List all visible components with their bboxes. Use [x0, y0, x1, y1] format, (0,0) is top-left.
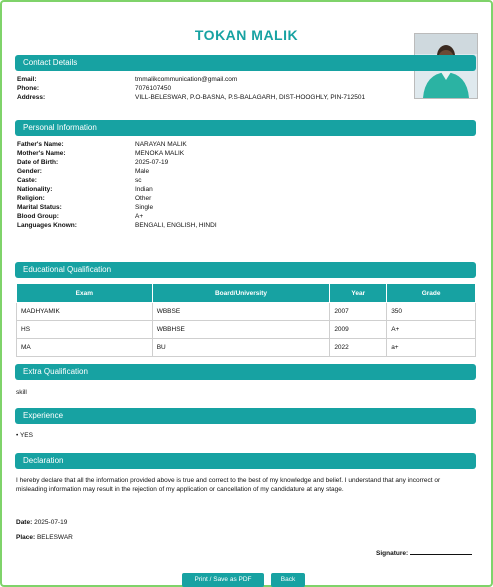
contact-phone-row — [17, 84, 365, 93]
table-row — [17, 303, 476, 321]
field-value: A+ — [135, 213, 144, 220]
table-cell: 350 — [387, 303, 476, 321]
education-table — [16, 283, 476, 357]
back-button[interactable]: Back — [271, 573, 305, 587]
personal-row — [17, 203, 217, 212]
field-label: Caste: — [17, 177, 37, 184]
section-header-declaration: Declaration — [15, 453, 476, 469]
table-cell: a+ — [387, 339, 476, 357]
personal-row — [17, 185, 217, 194]
place-label: Place: — [16, 534, 36, 541]
field-label: Languages Known: — [17, 222, 77, 229]
section-header-experience: Experience — [15, 408, 476, 424]
column-header-year: Year — [330, 284, 387, 303]
personal-row — [17, 176, 217, 185]
personal-row — [17, 194, 217, 203]
personal-row — [17, 158, 217, 167]
table-cell: WBBHSE — [152, 321, 330, 339]
signature-line — [410, 548, 472, 555]
field-label: Date of Birth: — [17, 159, 59, 166]
experience-text: • YES — [16, 432, 33, 439]
personal-row — [17, 140, 217, 149]
personal-row — [17, 212, 217, 221]
personal-row — [17, 221, 217, 230]
contact-details — [17, 75, 365, 102]
field-value: 2025-07-19 — [135, 159, 169, 166]
section-header-education: Educational Qualification — [15, 262, 476, 278]
field-value: Male — [135, 168, 150, 175]
field-value: Indian — [135, 186, 153, 193]
personal-row — [17, 149, 217, 158]
field-label: Phone: — [17, 85, 40, 92]
field-label: Mother's Name: — [17, 150, 66, 157]
field-label: Address: — [17, 94, 46, 101]
table-cell: MA — [17, 339, 153, 357]
signature-field — [376, 548, 472, 559]
column-header-exam: Exam — [17, 284, 153, 303]
field-value: VILL-BELESWAR, P.O-BASNA, P.S-BALAGARH, DIST-HOOGHLY, PIN-712501 — [135, 94, 366, 101]
table-cell: HS — [17, 321, 153, 339]
candidate-name: TOKAN MALIK — [194, 27, 299, 43]
date-label: Date: — [16, 519, 33, 526]
field-value: Other — [135, 195, 152, 202]
personal-information — [17, 140, 217, 230]
table-cell: WBBSE — [152, 303, 330, 321]
field-value: MENOKA MALIK — [135, 150, 185, 157]
table-cell: BU — [152, 339, 330, 357]
field-value: tmmalikcommunication@gmail.com — [135, 76, 238, 83]
table-cell: MADHYAMIK — [17, 303, 153, 321]
table-cell: 2007 — [330, 303, 387, 321]
date-value: 2025-07-19 — [34, 519, 68, 526]
field-label: Father's Name: — [17, 141, 64, 148]
field-label: Blood Group: — [17, 213, 59, 220]
field-label: Religion: — [17, 195, 45, 202]
table-header-row — [17, 284, 476, 303]
declaration-date — [16, 519, 67, 528]
signature-label: Signature: — [376, 550, 409, 557]
section-header-personal: Personal Information — [15, 120, 476, 136]
column-header-board: Board/University — [152, 284, 330, 303]
field-label: Gender: — [17, 168, 42, 175]
table-cell: A+ — [387, 321, 476, 339]
place-value: BELESWAR — [36, 534, 73, 541]
contact-email-row — [17, 75, 365, 84]
table-cell: 2009 — [330, 321, 387, 339]
print-save-pdf-button[interactable]: Print / Save as PDF — [182, 573, 264, 587]
field-label: Nationality: — [17, 186, 53, 193]
extra-qualification-text: skill — [16, 389, 27, 396]
field-label: Email: — [17, 76, 37, 83]
column-header-grade: Grade — [387, 284, 476, 303]
field-value: 7076107450 — [135, 85, 172, 92]
table-row — [17, 321, 476, 339]
contact-address-row — [17, 93, 365, 102]
field-value: BENGALI, ENGLISH, HINDI — [135, 222, 217, 229]
field-value: Single — [135, 204, 154, 211]
field-value: sc — [135, 177, 142, 184]
field-label: Marital Status: — [17, 204, 62, 211]
section-header-extra: Extra Qualification — [15, 364, 476, 380]
table-row — [17, 339, 476, 357]
declaration-place — [16, 534, 73, 543]
personal-row — [17, 167, 217, 176]
field-value: NARAYAN MALIK — [135, 141, 187, 148]
table-cell: 2022 — [330, 339, 387, 357]
declaration-text: I hereby declare that all the information provided above is true and correct to the best of my knowledge and belief. I understand that any incorrect or misleading information may result in the rejection of my application or cancellation of my candidature at any stage. — [16, 477, 441, 493]
section-header-contact: Contact Details — [15, 55, 476, 71]
